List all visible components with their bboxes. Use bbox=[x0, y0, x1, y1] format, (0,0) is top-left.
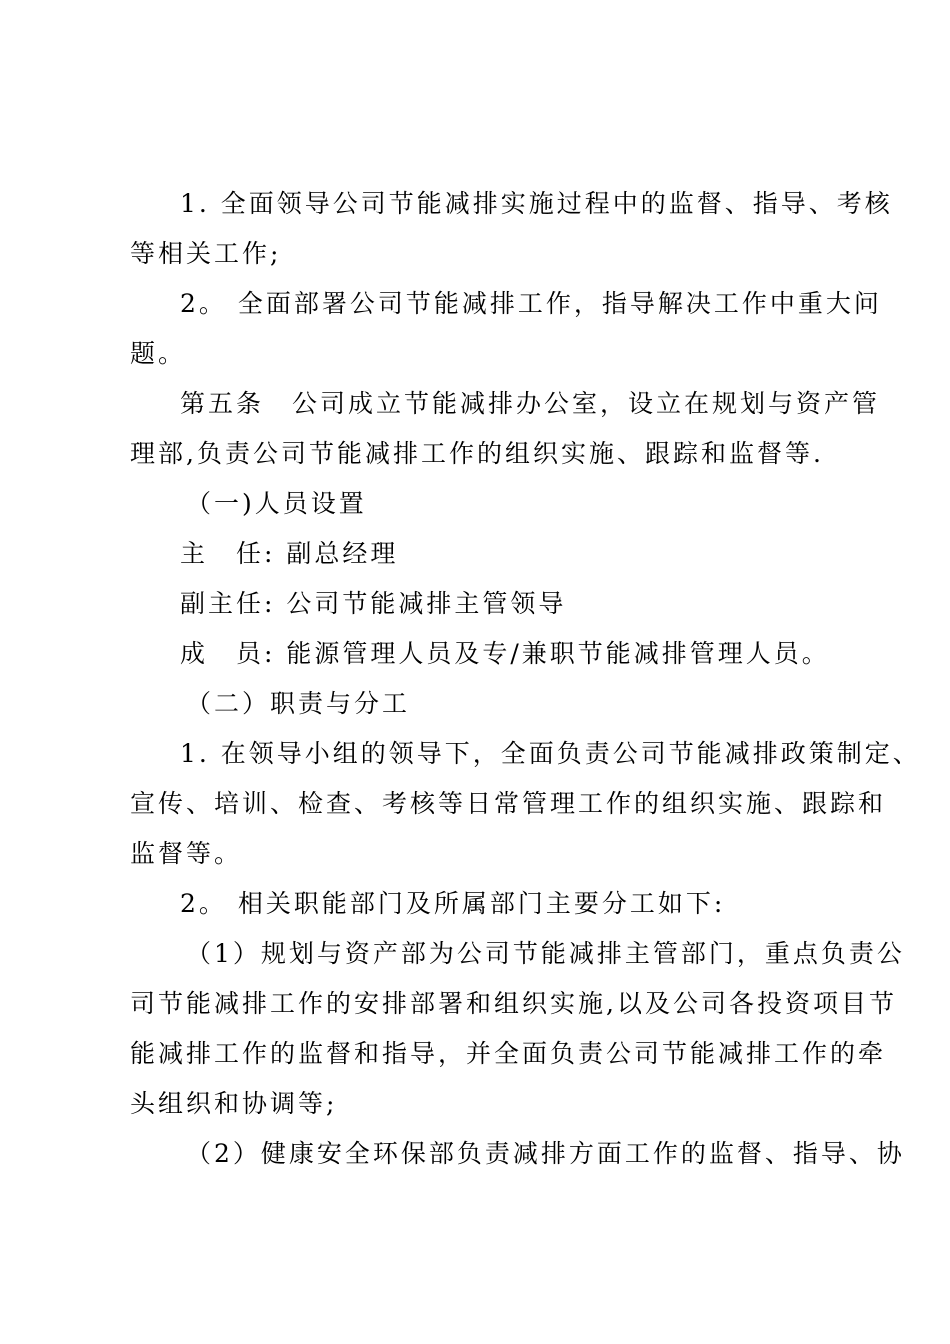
paragraph-line: 题。 bbox=[130, 339, 187, 368]
paragraph-line: 理部,负责公司节能减排工作的组织实施、跟踪和监督等. bbox=[130, 439, 824, 468]
paragraph-line: （2）健康安全环保部负责减排方面工作的监督、指导、协 bbox=[186, 1139, 905, 1168]
article-heading-line: 第五条 公司成立节能减排办公室，设立在规划与资产管 bbox=[180, 389, 881, 418]
paragraph-line: 宣传、培训、检查、考核等日常管理工作的组织实施、跟踪和 bbox=[130, 789, 887, 818]
paragraph-line: 1. 在领导小组的领导下，全面负责公司节能减排政策制定、 bbox=[180, 739, 921, 768]
section-heading: （一)人员设置 bbox=[186, 489, 367, 518]
personnel-members: 成 员: 能源管理人员及专/兼职节能减排管理人员。 bbox=[180, 639, 830, 668]
paragraph-line: 监督等。 bbox=[130, 839, 243, 868]
paragraph-line: 能减排工作的监督和指导，并全面负责公司节能减排工作的牵 bbox=[130, 1039, 887, 1068]
paragraph-line: 1. 全面领导公司节能减排实施过程中的监督、指导、考核 bbox=[180, 189, 893, 218]
paragraph-line: 2。 全面部署公司节能减排工作，指导解决工作中重大问 bbox=[180, 289, 882, 318]
paragraph-line: 2。 相关职能部门及所属部门主要分工如下: bbox=[180, 889, 726, 918]
paragraph-line: 头组织和协调等; bbox=[130, 1089, 338, 1118]
paragraph-line: （1）规划与资产部为公司节能减排主管部门，重点负责公 bbox=[186, 939, 905, 968]
personnel-director: 主 任: 副总经理 bbox=[180, 539, 399, 568]
paragraph-line: 等相关工作; bbox=[130, 239, 282, 268]
personnel-deputy: 副主任: 公司节能减排主管领导 bbox=[180, 589, 567, 618]
section-heading: （二）职责与分工 bbox=[186, 689, 411, 718]
paragraph-line: 司节能减排工作的安排部署和组织实施,以及公司各投资项目节 bbox=[130, 989, 897, 1018]
